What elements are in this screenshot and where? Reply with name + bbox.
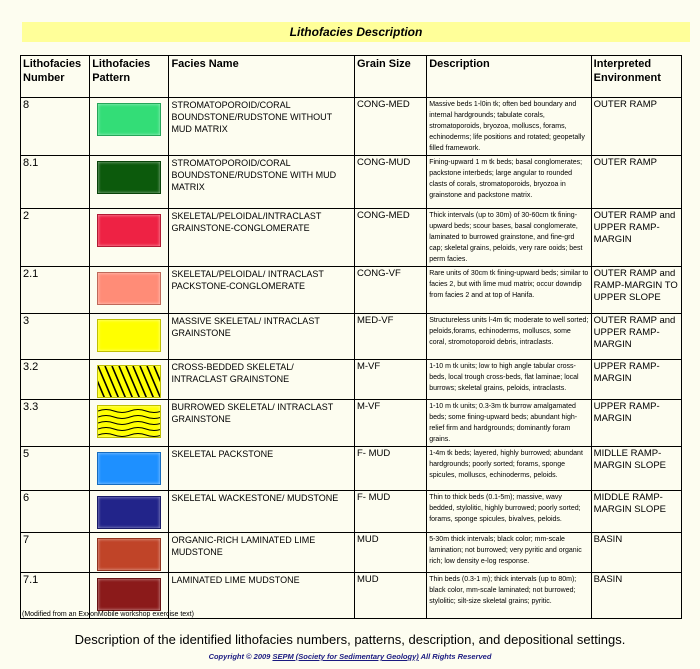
grain-size: CONG-MUD	[354, 156, 426, 209]
facies-name: STROMATOPOROID/CORAL BOUNDSTONE/RUDSTONE WITHOUT MUD MATRIX	[169, 98, 355, 156]
pattern-swatch	[97, 272, 161, 305]
facies-description: 1-10 m tk units; low to high angle tabular cross-beds, local trough cross-beds, flat laminae; local burrows; skeletal grains, peloids, intraclasts.	[427, 360, 591, 400]
lithofacies-number: 2	[21, 209, 90, 267]
table-row	[21, 447, 682, 491]
lithofacies-number: 3.3	[21, 400, 90, 447]
lithofacies-number: 6	[21, 491, 90, 533]
lithofacies-number: 8.1	[21, 156, 90, 209]
lithofacies-number: 8	[21, 98, 90, 156]
table-row	[21, 314, 682, 360]
table-row	[21, 400, 682, 447]
pattern-swatch	[97, 496, 161, 529]
grain-size: MED-VF	[354, 314, 426, 360]
pattern-swatch	[97, 214, 161, 247]
interpreted-environment: BASIN	[591, 573, 681, 619]
table-row	[21, 533, 682, 573]
facies-name: MASSIVE SKELETAL/ INTRACLAST GRAINSTONE	[169, 314, 355, 360]
facies-name: CROSS-BEDDED SKELETAL/ INTRACLAST GRAINSTONE	[169, 360, 355, 400]
source-note: (Modified from an ExxonMobile workshop exercise text)	[22, 611, 194, 618]
grain-size: MUD	[354, 573, 426, 619]
table-row	[21, 267, 682, 314]
lithofacies-number: 5	[21, 447, 90, 491]
pattern-swatch	[97, 538, 161, 571]
lithofacies-pattern-cell	[90, 267, 169, 314]
header-number: Lithofacies Number	[21, 56, 90, 98]
interpreted-environment: OUTER RAMP	[591, 156, 681, 209]
facies-description: 1-4m tk beds; layered, highly burrowed; abundant hardgrounds; poorly sorted; forams, sponge spicules, molluscs, echinoderms, peloids.	[427, 447, 591, 491]
interpreted-environment: OUTER RAMP	[591, 98, 681, 156]
facies-description: Thick intervals (up to 30m) of 30-60cm tk fining-upward beds; scour bases, basal conglomerate, laminated to burrowed grainstone, and fine-grd cap; skeletal grains, peloids, very rare ooids; best perm facies.	[427, 209, 591, 267]
lithofacies-number: 3.2	[21, 360, 90, 400]
lithofacies-pattern-cell	[90, 491, 169, 533]
figure-caption: Description of the identified lithofacies numbers, patterns, description, and depositional settings.	[74, 632, 626, 647]
copyright-prefix: Copyright © 2009	[208, 652, 271, 661]
lithofacies-pattern-cell	[90, 98, 169, 156]
grain-size: M-VF	[354, 400, 426, 447]
lithofacies-number: 7.1	[21, 573, 90, 619]
table-row	[21, 209, 682, 267]
interpreted-environment: OUTER RAMP and RAMP-MARGIN TO UPPER SLOPE	[591, 267, 681, 314]
sepm-link[interactable]: SEPM (Society for Sedimentary Geology)	[272, 652, 419, 661]
header-environment: Interpreted Environment	[591, 56, 681, 98]
facies-description: Thin beds (0.3-1 m); thick intervals (up to 80m); black color, mm-scale laminated; not burrowed; stylolitic; silt-size skeletal grains; pyritic.	[427, 573, 591, 619]
grain-size: F- MUD	[354, 447, 426, 491]
lithofacies-number: 3	[21, 314, 90, 360]
grain-size: CONG-MED	[354, 98, 426, 156]
facies-name: SKELETAL/PELOIDAL/ INTRACLAST PACKSTONE-CONGLOMERATE	[169, 267, 355, 314]
lithofacies-number: 7	[21, 533, 90, 573]
interpreted-environment: UPPER RAMP-MARGIN	[591, 400, 681, 447]
grain-size: CONG-VF	[354, 267, 426, 314]
pattern-swatch	[97, 452, 161, 485]
interpreted-environment: UPPER RAMP-MARGIN	[591, 360, 681, 400]
header-pattern: Lithofacies Pattern	[90, 56, 169, 98]
lithofacies-pattern-cell	[90, 314, 169, 360]
table-row	[21, 360, 682, 400]
facies-name: SKELETAL WACKESTONE/ MUDSTONE	[169, 491, 355, 533]
facies-description: Massive beds 1-l0in tk; often bed boundary and internal hardgrounds; tabulate corals, stromatoporoids, bryozoa, molluscs, forams, echinoderms; life positions and rotated; geopetally filled framework.	[427, 98, 591, 156]
lithofacies-table	[20, 55, 682, 619]
pattern-swatch	[97, 161, 161, 194]
lithofacies-pattern-cell	[90, 447, 169, 491]
facies-description: Rare units of 30cm tk fining-upward beds; similar to facies 2, but with lime mud matrix; occur downdip from facies 2 and at top of Hanifa.	[427, 267, 591, 314]
page-title: Lithofacies Description	[22, 22, 690, 42]
facies-description: 1-10 m tk units; 0.3-3m tk burrow amalgamated beds; some fining-upward beds; abundant high-relief firm and hardgrounds; dominantly foram grains.	[427, 400, 591, 447]
header-grain: Grain Size	[354, 56, 426, 98]
table-row	[21, 98, 682, 156]
interpreted-environment: OUTER RAMP and UPPER RAMP-MARGIN	[591, 209, 681, 267]
interpreted-environment: OUTER RAMP and UPPER RAMP-MARGIN	[591, 314, 681, 360]
grain-size: CONG-MED	[354, 209, 426, 267]
facies-description: Thin to thick beds (0.1-5m); massive, wavy bedded, stylolitic, highly burrowed; poorly sorted; forams, sponge spicules, bivalves, peloids.	[427, 491, 591, 533]
facies-name: SKELETAL/PELOIDAL/INTRACLAST GRAINSTONE-CONGLOMERATE	[169, 209, 355, 267]
table-row	[21, 156, 682, 209]
facies-description: 5-30m thick intervals; black color; mm-scale lamination; not burrowed; very pyritic and organic rich; low density e-log response.	[427, 533, 591, 573]
lithofacies-pattern-cell	[90, 400, 169, 447]
grain-size: M-VF	[354, 360, 426, 400]
grain-size: F- MUD	[354, 491, 426, 533]
interpreted-environment: MIDLLE RAMP-MARGIN SLOPE	[591, 447, 681, 491]
grain-size: MUD	[354, 533, 426, 573]
lithofacies-pattern-cell	[90, 533, 169, 573]
interpreted-environment: BASIN	[591, 533, 681, 573]
copyright-suffix: All Rights Reserved	[420, 652, 492, 661]
pattern-swatch	[97, 405, 161, 438]
facies-name: SKELETAL PACKSTONE	[169, 447, 355, 491]
lithofacies-number: 2.1	[21, 267, 90, 314]
facies-name: LAMINATED LIME MUDSTONE	[169, 573, 355, 619]
header-name: Facies Name	[169, 56, 355, 98]
pattern-swatch	[97, 578, 161, 611]
interpreted-environment: MIDDLE RAMP-MARGIN SLOPE	[591, 491, 681, 533]
lithofacies-pattern-cell	[90, 209, 169, 267]
pattern-swatch	[97, 103, 161, 136]
facies-name: ORGANIC-RICH LAMINATED LIME MUDSTONE	[169, 533, 355, 573]
table-row	[21, 491, 682, 533]
lithofacies-pattern-cell	[90, 360, 169, 400]
facies-name: BURROWED SKELETAL/ INTRACLAST GRAINSTONE	[169, 400, 355, 447]
pattern-swatch	[97, 319, 161, 352]
pattern-swatch	[97, 365, 161, 398]
facies-name: STROMATOPOROID/CORAL BOUNDSTONE/RUDSTONE WITH MUD MATRIX	[169, 156, 355, 209]
header-description: Description	[427, 56, 591, 98]
facies-description: Structureless units l-4m tk; moderate to well sorted; peloids,forams, echinoderms, molluscs, some coral, stromotoporoid debris, intraclasts.	[427, 314, 591, 360]
table-header-row	[21, 56, 682, 98]
lithofacies-pattern-cell	[90, 156, 169, 209]
facies-description: Fining-upward 1 m tk beds; basal conglomerates; packstone interbeds; large angular to rounded clasts of corals, stromatoporoids, bryozoa in grainstone and packstone matrix.	[427, 156, 591, 209]
copyright-line	[0, 652, 700, 661]
